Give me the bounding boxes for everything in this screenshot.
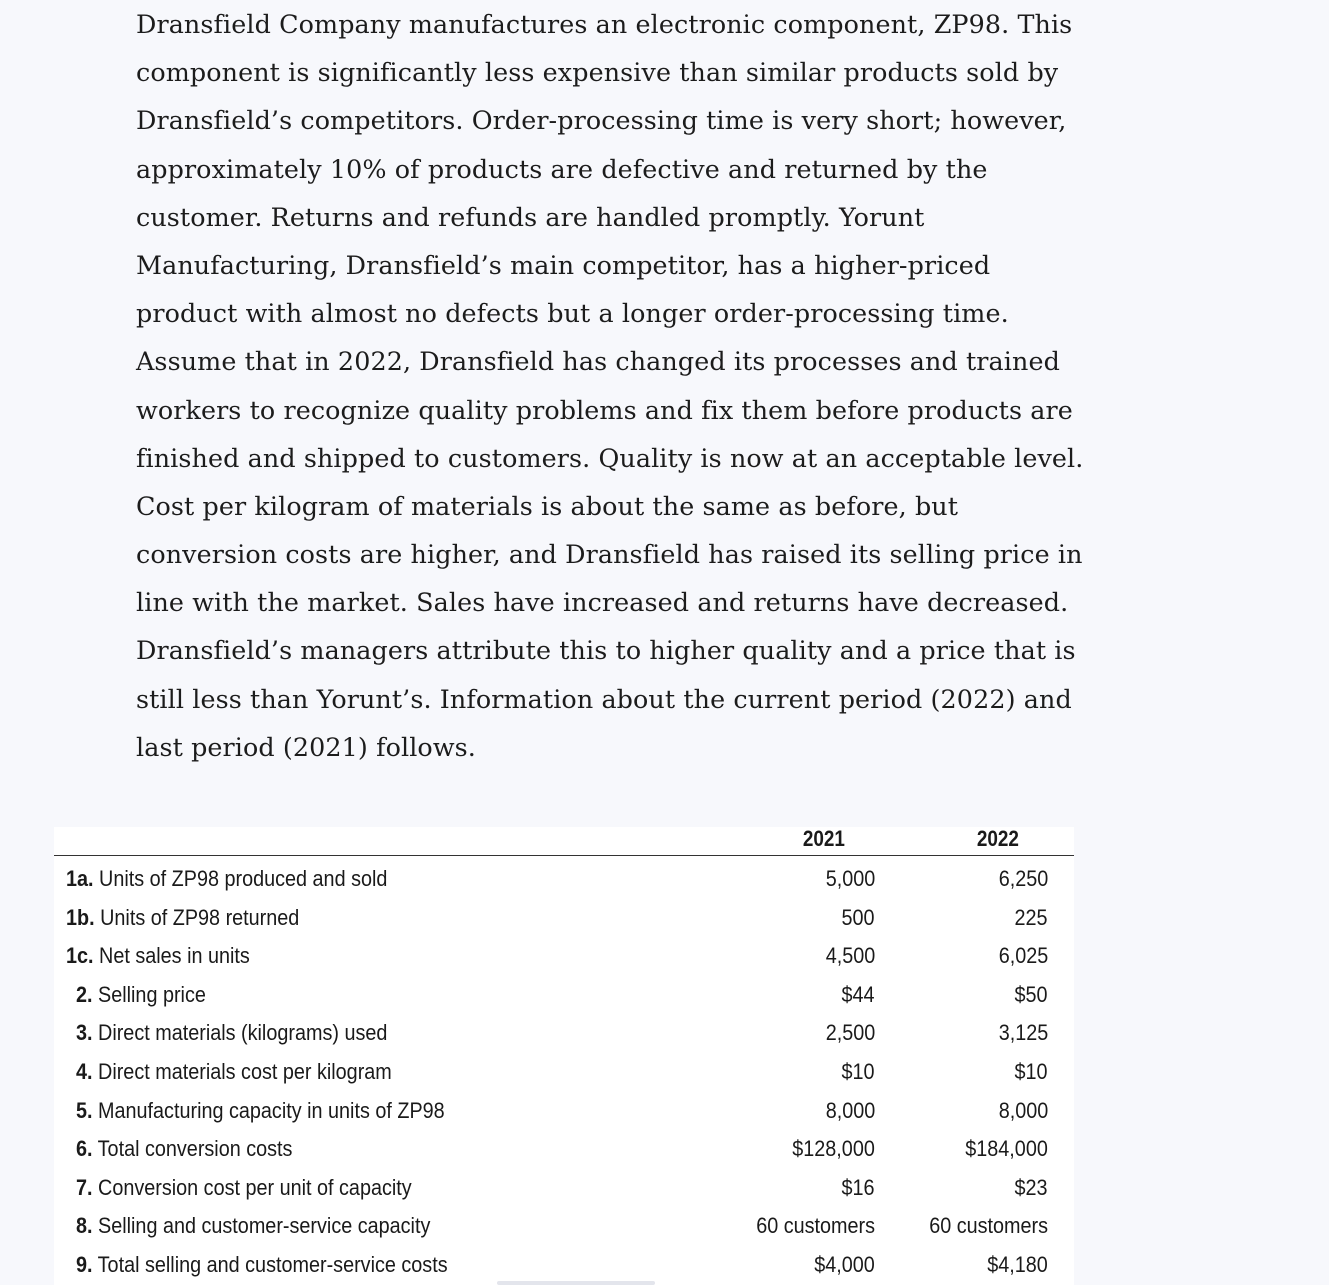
row-label (76, 1175, 412, 1201)
row-label (76, 1098, 445, 1124)
value-2021: 60 customers (756, 1213, 875, 1239)
passage-line: last period (2021) follows. (136, 731, 476, 762)
value-2022: $50 (1014, 981, 1048, 1007)
table-header (54, 827, 1074, 856)
row-label (66, 905, 299, 931)
passage-line: product with almost no defects but a longer order-processing time. (136, 298, 1009, 329)
table-row (54, 1206, 1074, 1245)
row-text: Net sales in units (93, 943, 250, 969)
row-number: 6. (76, 1136, 93, 1162)
table-row (54, 1013, 1074, 1052)
value-2021: $128,000 (792, 1136, 875, 1162)
problem-description (136, 0, 1084, 771)
row-label (76, 1020, 387, 1046)
row-text: Selling price (92, 981, 206, 1007)
passage-line: Dransfield’s managers attribute this to higher quality and a price that is (136, 635, 1076, 666)
value-2022: 60 customers (929, 1213, 1048, 1239)
column-header-2021: 2021 (802, 826, 845, 851)
table-row (54, 1168, 1074, 1207)
row-text: Conversion cost per unit of capacity (92, 1174, 412, 1200)
passage-line: conversion costs are higher, and Dransfield has raised its selling price in (136, 539, 1083, 570)
passage-line: Cost per kilogram of materials is about the same as before, but (136, 490, 959, 521)
passage-line: Manufacturing, Dransfield’s main competitor, has a higher-priced (136, 249, 991, 280)
table-row (54, 898, 1074, 937)
table-body (54, 856, 1074, 1284)
passage-line: workers to recognize quality problems and fix them before products are (136, 394, 1073, 425)
row-text: Direct materials (kilograms) used (92, 1020, 388, 1046)
row-number: 7. (76, 1174, 93, 1200)
value-2022: $23 (1014, 1174, 1048, 1200)
value-2022: 3,125 (998, 1020, 1048, 1046)
value-2022: 6,250 (998, 866, 1048, 891)
row-number: 1b. (66, 904, 95, 930)
value-2021: $4,000 (814, 1251, 875, 1277)
value-2022: $4,180 (987, 1251, 1048, 1277)
value-2021: 2,500 (825, 1020, 875, 1046)
value-2022: 8,000 (998, 1097, 1048, 1123)
row-number: 9. (76, 1251, 93, 1277)
value-2021: $44 (841, 981, 875, 1007)
row-text: Total conversion costs (92, 1136, 293, 1162)
passage-line: Dransfield’s competitors. Order-processing time is very short; however, (136, 105, 1067, 136)
passage-line: customer. Returns and refunds are handled promptly. Yorunt (136, 201, 925, 232)
value-2022: 6,025 (998, 943, 1048, 969)
passage-line: line with the market. Sales have increased and returns have decreased. (136, 587, 1069, 618)
column-header-2022: 2022 (976, 826, 1019, 851)
row-text: Units of ZP98 produced and sold (93, 866, 388, 891)
value-2021: $16 (841, 1174, 875, 1200)
row-text: Manufacturing capacity in units of ZP98 (92, 1097, 445, 1123)
value-2022: $184,000 (965, 1136, 1048, 1162)
row-label (76, 1213, 430, 1239)
value-2021: 5,000 (825, 866, 875, 891)
value-2022: $10 (1014, 1058, 1048, 1084)
passage-line: still less than Yorunt’s. Information about the current period (2022) and (136, 683, 1072, 714)
table-row (54, 1245, 1074, 1284)
row-label (66, 866, 387, 892)
passage-line: Dransfield Company manufactures an electronic component, ZP98. This (136, 9, 1073, 39)
scroll-indicator[interactable] (497, 1281, 655, 1285)
table-row (54, 975, 1074, 1014)
table-row (54, 936, 1074, 975)
row-number: 1a. (66, 866, 94, 891)
table-row (54, 1052, 1074, 1091)
data-table (54, 827, 1074, 1285)
value-2021: 8,000 (825, 1097, 875, 1123)
row-text: Units of ZP98 returned (94, 904, 300, 930)
row-number: 5. (76, 1097, 93, 1123)
value-2021: $10 (841, 1058, 875, 1084)
row-label (66, 943, 250, 969)
row-number: 8. (76, 1213, 93, 1239)
passage-line: Assume that in 2022, Dransfield has changed its processes and trained (136, 346, 1060, 377)
passage-line: component is significantly less expensive than similar products sold by (136, 57, 1059, 88)
passage-line: finished and shipped to customers. Quality is now at an acceptable level. (136, 442, 1084, 473)
row-text: Total selling and customer-service costs (92, 1251, 448, 1277)
row-label (76, 1059, 392, 1085)
row-text: Selling and customer-service capacity (92, 1213, 431, 1239)
value-2021: 4,500 (825, 943, 875, 969)
row-text: Direct materials cost per kilogram (92, 1058, 392, 1084)
row-label (76, 1252, 448, 1278)
table-row (54, 1091, 1074, 1130)
row-label (76, 982, 206, 1008)
table-row (54, 1129, 1074, 1168)
row-number: 1c. (66, 943, 94, 969)
row-number: 2. (76, 981, 93, 1007)
value-2021: 500 (841, 904, 875, 930)
value-2022: 225 (1014, 904, 1048, 930)
row-number: 4. (76, 1058, 93, 1084)
row-number: 3. (76, 1020, 93, 1046)
row-label (76, 1136, 292, 1162)
table-row (54, 859, 1074, 898)
passage-line: approximately 10% of products are defective and returned by the (136, 153, 988, 184)
